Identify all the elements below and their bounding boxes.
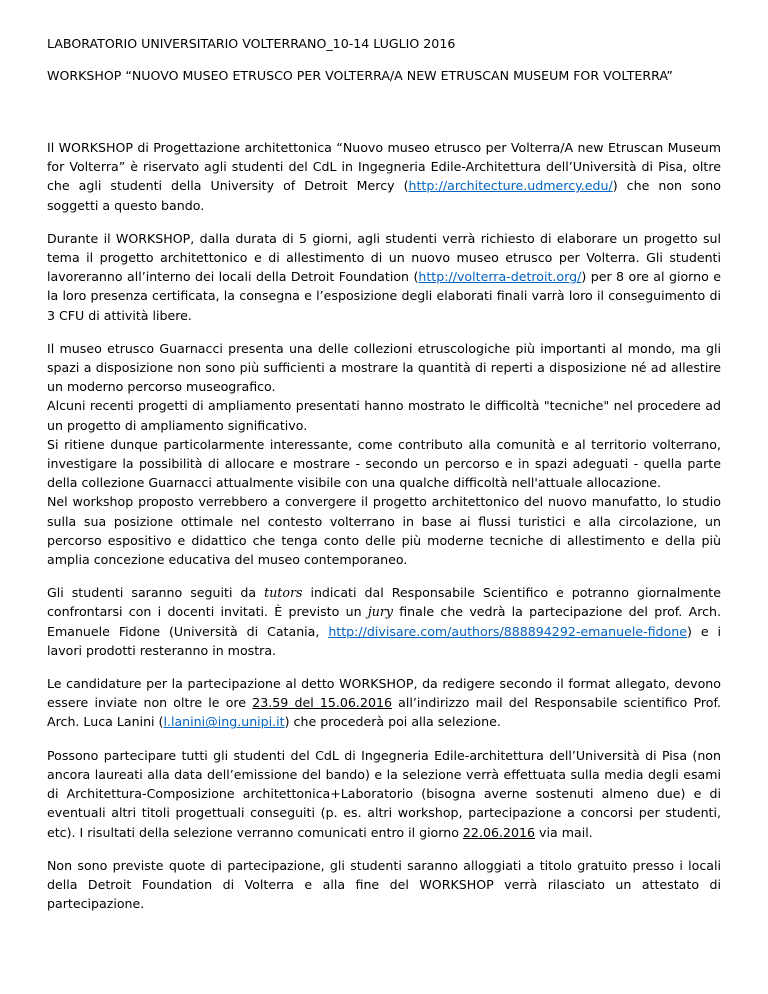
document-body (47, 138, 721, 927)
paragraph-expansion: Alcuni recenti progetti di ampliamento presentati hanno mostrato le difficoltà "tecniche" nel procedere ad un progetto di ampliamento significativo. (47, 398, 721, 433)
text-run: Possono partecipare tutti gli studenti del CdL di Ingegneria Edile-architettura dell’Università di Pisa (non ancora laureati alla data dell’emissione del bando) e la selezione verrà effettuata sulla media degli esami di Architettura-Composizione architettonica+Laboratorio (bisogna averne sostenuti almeno due) e di eventuali altri titoli progettuali conseguiti (p. es. altri workshop, partecipazione a concorsi per studenti, etc). I risultati della selezione verranno comunicati entro il giorno (47, 747, 721, 840)
workshop-title: WORKSHOP “NUOVO MUSEO ETRUSCO PER VOLTERRA/A NEW ETRUSCAN MUSEUM FOR VOLTERRA” (47, 68, 673, 83)
tutors-word: tutors (264, 585, 303, 601)
deadline-date: 23.59 del 15.06.2016 (252, 695, 392, 711)
paragraph-tutors (47, 583, 721, 660)
udmercy-link[interactable]: http://architecture.udmercy.edu/ (408, 178, 613, 194)
text-run: Le candidature per la partecipazione al detto WORKSHOP, da redigere secondo il format allegato, devono essere inviate non oltre le ore (47, 676, 721, 711)
paragraph-eligibility (47, 746, 721, 842)
jury-word: jury (367, 604, 393, 620)
text-run: all’indirizzo mail del Responsabile scientifico Prof. Arch. Luca Lanini ( (47, 695, 721, 730)
paragraph-museum: Il museo etrusco Guarnacci presenta una delle collezioni etruscologiche più importanti al mondo, ma gli spazi a disposizione non sono più sufficienti a mostrare la quantità di reperti a disposizione né ad allestire un moderno percorso museografico. (47, 340, 721, 395)
paragraph-fees: Non sono previste quote di partecipazione, gli studenti saranno alloggiati a titolo gratuito presso i locali della Detroit Foundation di Volterra e alla fine del WORKSHOP verrà rilasciato un attestato di partecipazione. (47, 857, 721, 912)
email-link[interactable]: l.lanini@ing.unipi.it (163, 714, 285, 730)
paragraph-workshop-scope: Nel workshop proposto verrebbero a convergere il progetto architettonico del nuovo manufatto, lo studio sulla sua posizione ottimale nel contesto volterrano in base ai flussi turistici e alla circolazione, un percorso espositivo e didattico che tenga conto delle più moderne tecniche di allestimento e della più amplia concezione educativa del museo contemporaneo. (47, 494, 721, 568)
text-run: ) per 8 ore al giorno e la loro presenza certificata, la consegna e l’esposizione degli elaborati finali varrà loro il conseguimento di 3 CFU di attività libere. (47, 269, 721, 323)
document-title: LABORATORIO UNIVERSITARIO VOLTERRANO_10-14 LUGLIO 2016 (47, 36, 456, 51)
divisare-link[interactable]: http://divisare.com/authors/888894292-emanuele-fidone (328, 623, 687, 639)
text-run: Durante il WORKSHOP, dalla durata di 5 giorni, agli studenti verrà richiesto di elaborare un progetto sul tema il progetto architettonico e di allestimento di un nuovo museo etrusco per Volterra. Gli studenti lavoreranno all’interno dei locali della Detroit Foundation ( (47, 230, 721, 285)
paragraph-investigation: Si ritiene dunque particolarmente interessante, come contributo alla comunità e al territorio volterrano, investigare la possibilità di allocare e mostrare - secondo un percorso e in spazi adeguati - quella parte della collezione Guarnacci attualmente visibile con una qualche difficoltà nell'attuale allocazione. (47, 436, 721, 491)
paragraph-intro (47, 138, 721, 215)
text-run: ) che procederà poi alla selezione. (284, 714, 501, 730)
text-run: ) e i lavori prodotti resteranno in mostra. (47, 623, 721, 658)
text-run: via mail. (535, 824, 593, 840)
paragraph-duration (47, 229, 721, 325)
text-run: indicati dal Responsabile Scientifico e potranno giornalmente confrontarsi con i docenti invitati. È previsto un (47, 585, 721, 620)
paragraph-applications (47, 674, 721, 732)
volterra-detroit-link[interactable]: http://volterra-detroit.org/ (418, 269, 582, 285)
text-run: finale che vedrà la partecipazione del prof. Arch. Emanuele Fidone (Università di Catania, (47, 604, 722, 639)
text-run: Gli studenti saranno seguiti da (47, 585, 265, 601)
text-run: ) che non sono soggetti a questo bando. (47, 178, 721, 213)
text-run: Il WORKSHOP di Progettazione architettonica “Nuovo museo etrusco per Volterra/A new Etruscan Museum for Volterra” è riservato agli studenti del CdL in Ingegneria Edile-Architettura dell’Università di Pisa, oltre che agli studenti della University of Detroit Mercy ( (47, 140, 721, 194)
results-date: 22.06.2016 (462, 824, 536, 840)
